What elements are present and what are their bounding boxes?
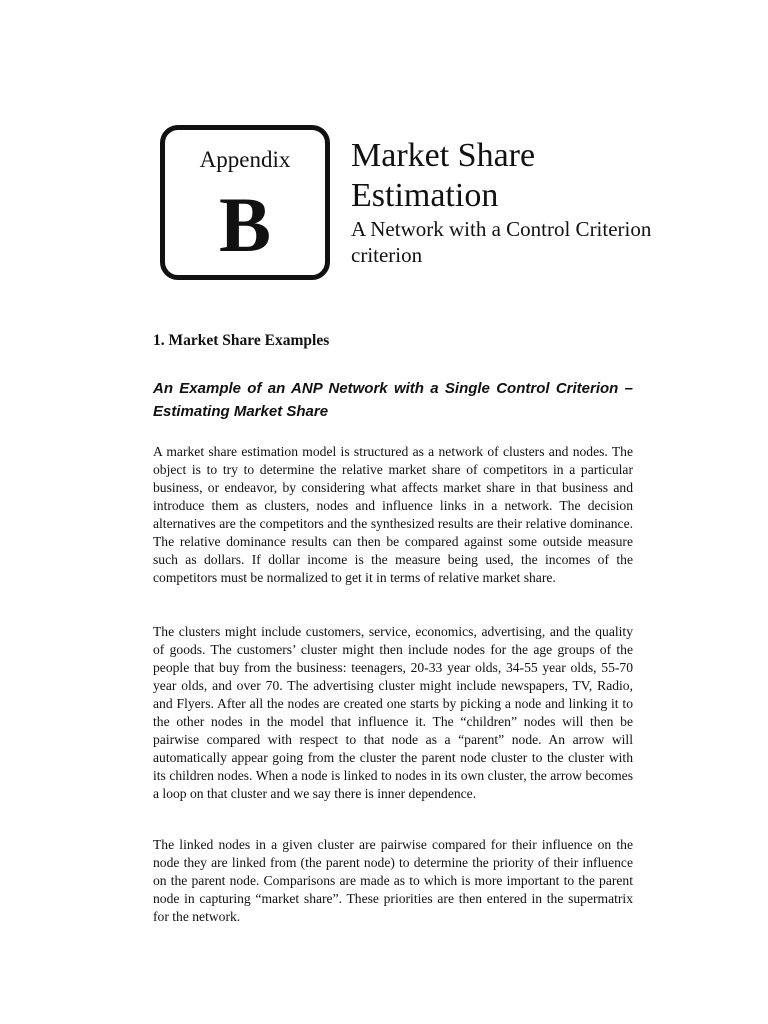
chapter-subtitle: A Network with a Control Criterion criterion [351, 217, 652, 267]
body-paragraph-3: The linked nodes in a given cluster are pairwise compared for their influence on the node they are linked from (the parent node) to determine the priority of their influence on the parent node. Comparisons are made as to which is more important to the parent node in capturing “market share”. These priorities are then entered in the supermatrix for the network. [153, 837, 633, 924]
appendix-label: Appendix [199, 147, 291, 172]
body-paragraph-1: A market share estimation model is structured as a network of clusters and nodes. The object is to try to determine the relative market share of competitors in a particular business, or endeavor, by considering what affects market share in that business and introduce them as clusters, nodes and influence links in a network. The decision alternatives are the competitors and the synthesized results are their relative dominance. The relative dominance results can then be compared against some outside measure such as dollars. If dollar income is the measure being used, the incomes of the competitors must be normalized to get it in terms of relative market share. [153, 444, 633, 585]
subsection-heading: An Example of an ANP Network with a Single Control Criterion – Estimating Market Share [153, 380, 633, 420]
appendix-badge [160, 125, 330, 280]
section-heading: 1. Market Share Examples [153, 332, 330, 349]
appendix-letter: B [218, 181, 272, 268]
chapter-title: Market Share Estimation [351, 137, 536, 214]
body-paragraph-2: The clusters might include customers, service, economics, advertising, and the quality of goods. The customers’ cluster might then include nodes for the age groups of the people that buy from the business: teenagers, 20-33 year olds, 34-55 year olds, 55-70 year olds, and over 70. The advertising cluster might include newspapers, TV, Radio, and Flyers. After all the nodes are created one starts by picking a node and linking it to the other nodes in the model that influence it. The “children” nodes will then be pairwise compared with respect to that node as a “parent” node. An arrow will automatically appear going from the cluster the parent node cluster to the cluster with its children nodes. When a node is linked to nodes in its own cluster, the arrow becomes a loop on that cluster and we say there is inner dependence. [153, 624, 633, 801]
